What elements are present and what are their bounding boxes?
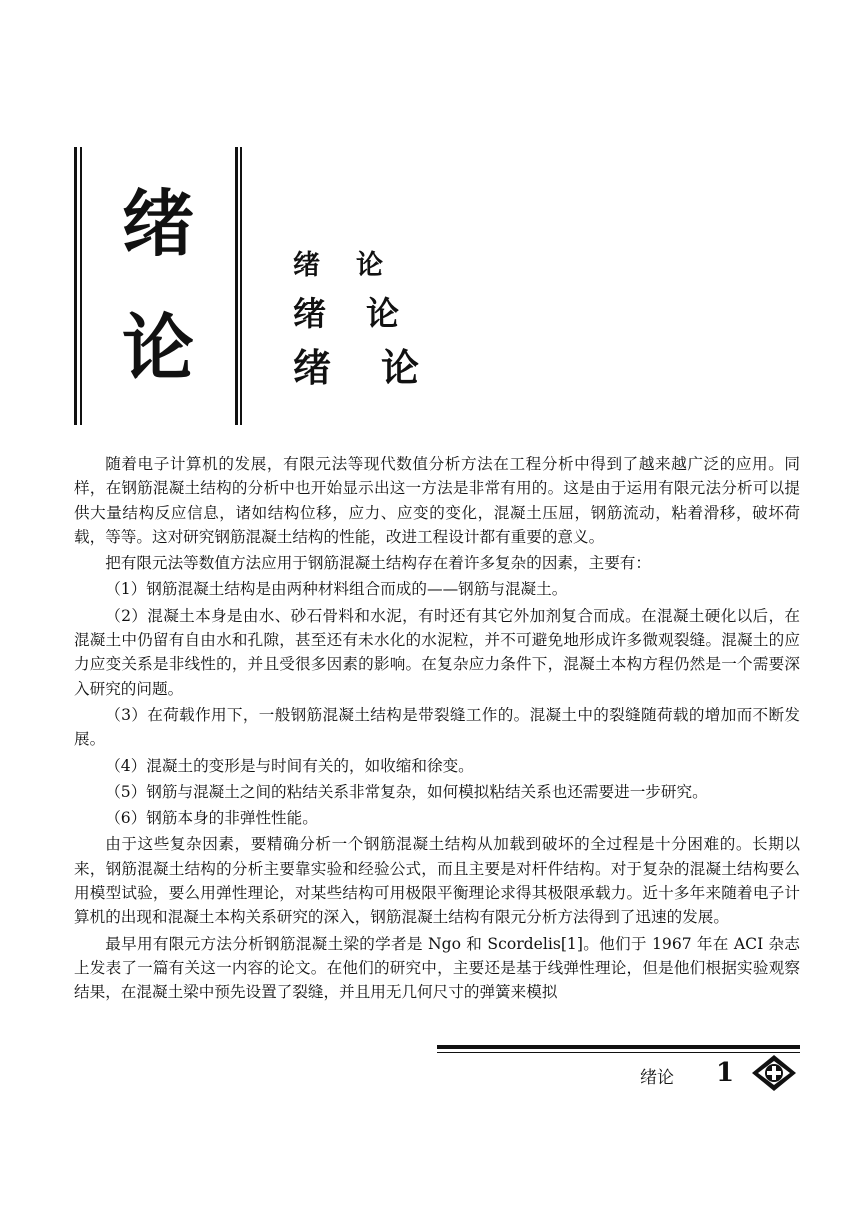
chapter-subtitle-medium (293, 288, 399, 335)
decor-bar-mid-1 (235, 147, 238, 425)
subtitle-large-char-2: 论 (381, 345, 420, 390)
paragraph-4: （2）混凝土本身是由水、砂石骨料和水泥，有时还有其它外加剂复合而成。在混凝土硬化以后，在混凝土中仍留有自由水和孔隙，甚至还有未水化的水泥粒，并不可避免地形成许多微观裂缝。混凝土的应力应变关系是非线性的，并且受很多因素的影响。在复杂应力条件下，混凝土本构方程仍然是一个需要深入研究的问题。 (74, 606, 800, 698)
chapter-subtitle-small (293, 243, 383, 282)
body-text (74, 452, 800, 1007)
decor-bar-left-2 (80, 147, 82, 425)
decor-bar-left-1 (74, 147, 77, 425)
paragraph-7: （5）钢筋与混凝土之间的粘结关系非常复杂，如何模拟粘结关系也还需要进一步研究。 (105, 782, 708, 801)
chapter-big-char-1: 绪 (122, 181, 195, 266)
paragraph-10: 最早用有限元方法分析钢筋混凝土梁的学者是 Ngo 和 Scordelis[1]。他们于 1967 年在 ACI 杂志上发表了一篇有关这一内容的论文。在他们的研究中，主要还是基于线弹性理论，但是他们根据实验观察结果，在混凝土梁中预先设置了裂缝，并且用无几何尺寸的弹簧来模拟 (74, 934, 800, 1002)
chapter-subtitle-large (293, 337, 419, 392)
publisher-logo-icon (750, 1053, 798, 1093)
footer-rule-thin (437, 1052, 800, 1053)
decor-bar-mid-2 (240, 147, 242, 425)
subtitle-medium-char-1: 绪 (293, 294, 326, 333)
subtitle-medium-char-2: 论 (366, 294, 399, 333)
footer-rule-thick (437, 1045, 800, 1049)
paragraph-8: （6）钢筋本身的非弹性性能。 (105, 809, 318, 828)
paragraph-2: 把有限元法等数值方法应用于钢筋混凝土结构存在着许多复杂的因素，主要有： (105, 554, 651, 573)
subtitle-small-char-1: 绪 (293, 250, 320, 281)
subtitle-small-char-2: 论 (356, 250, 383, 281)
subtitle-large-char-1: 绪 (293, 345, 332, 390)
footer-label: 绪论 (640, 1068, 674, 1088)
paragraph-3: （1）钢筋混凝土结构是由两种材料组合而成的——钢筋与混凝土。 (105, 580, 568, 599)
paragraph-5: （3）在荷载作用下，一般钢筋混凝土结构是带裂缝工作的。混凝土中的裂缝随荷载的增加而不断发展。 (74, 705, 800, 749)
paragraph-1: 随着电子计算机的发展，有限元法等现代数值分析方法在工程分析中得到了越来越广泛的应用。同样，在钢筋混凝土结构的分析中也开始显示出这一方法是非常有用的。这是由于运用有限元法分析可以提供大量结构反应信息，诸如结构位移，应力、应变的变化，混凝土压屈，钢筋流动，粘着滑移，破坏荷载，等等。这对研究钢筋混凝土结构的性能，改进工程设计都有重要的意义。 (74, 455, 800, 546)
page-number: 1 (716, 1058, 735, 1088)
chapter-big-char-2: 论 (122, 305, 195, 390)
paragraph-6: （4）混凝土的变形是与时间有关的，如收缩和徐变。 (105, 756, 474, 775)
paragraph-9: 由于这些复杂因素，要精确分析一个钢筋混凝土结构从加载到破坏的全过程是十分困难的。长期以来，钢筋混凝土结构的分析主要靠实验和经验公式，而且主要是对杆件结构。对于复杂的混凝土结构要么用模型试验，要么用弹性理论，对某些结构可用极限平衡理论求得其极限承载力。近十多年来随着电子计算机的出现和混凝土本构关系研究的深入，钢筋混凝土结构有限元分析方法得到了迅速的发展。 (74, 835, 800, 927)
